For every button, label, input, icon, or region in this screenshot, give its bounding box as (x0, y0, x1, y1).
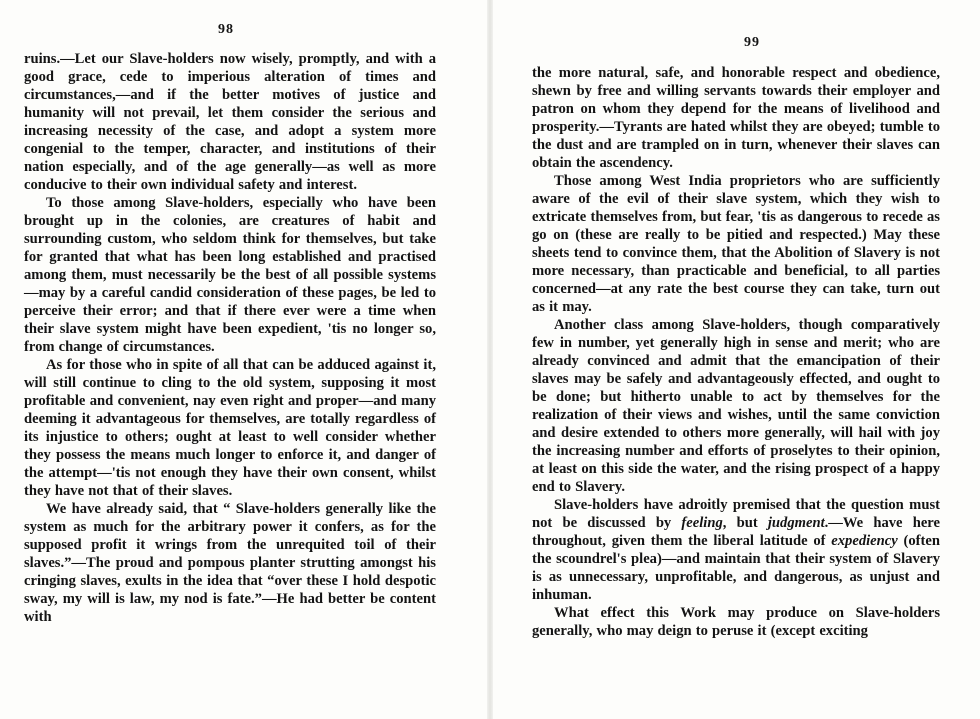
page-body (532, 64, 940, 641)
italic-term-expediency: expediency (831, 533, 898, 550)
page-number: 98 (218, 22, 234, 37)
paragraph: Another class among Slave-holders, though comparatively few in number, yet generally high in sense and merit; who are already convinced and admit that the emancipation of their slaves may be safely and advantageously effected, and ought to be done; but hitherto unable to act by themselves for the realization of their views and wishes, until the same conviction and desire extended to others more generally, will hail with joy the increasing number and efforts of proselytes to their opinion, at least on this side the water, and the rising prospect of a happy end to Slavery. (532, 317, 940, 496)
text-run: Slave-holders have adroitly premised that the question must not be discussed by (532, 497, 940, 532)
right-page (490, 0, 980, 719)
paragraph: As for those who in spite of all that can be adduced against it, will still continue to cling to the old system, supposing it most profitable and convenient, nay even right and proper—and many deeming it advantageous for themselves, are totally regardless of its injustice to others; ought at least to well consider whether they possess the means much longer to enforce it, and danger of the attempt—'tis not enough they have their own consent, whilst they have not that of their slaves. (24, 357, 436, 500)
italic-term-judgment: judgment (767, 515, 825, 532)
paragraph: To those among Slave-holders, especially who have been brought up in the colonies, are creatures of habit and surrounding custom, who seldom think for themselves, but take for granted that what has been long established and practised among them, must necessarily be the best of all possible systems—may by a careful candid consideration of these pages, be led to perceive their error; and that if there ever were a time when their slave system might have been expedient, 'tis no longer so, from change of circumstances. (24, 195, 436, 356)
paragraph (532, 496, 940, 604)
paragraph: Those among West India proprietors who are sufficiently aware of the evil of their slave system, which they wish to extricate themselves from, but fear, 'tis as dangerous to recede as go on (these are really to be pitied and respected.) May these sheets tend to convince them, that the Abolition of Slavery is not more necessary, than practicable and beneficial, to all parties concerned—at any rate the best course they can take, turn out as it may. (532, 173, 940, 316)
paragraph: What effect this Work may produce on Slave-holders generally, who may deign to peruse it (except exciting (532, 605, 940, 640)
paragraph: ruins.—Let our Slave-holders now wisely, promptly, and with a good grace, cede to imperious alteration of times and circumstances,—and if the better motives of justice and humanity will not prevail, let them consider the serious and increasing necessity of the case, and adopt a system more congenial to the temper, character, and institutions of their nation especially, and of the age generally—as well as more conducive to their own individual safety and interest. (24, 51, 436, 194)
text-run: (often the scoundrel's plea)—and maintain that their system of Slavery is as unnecessary, unprofitable, and dangerous, as unjust and inhuman. (532, 533, 940, 604)
paragraph: We have already said, that “ Slave-holders generally like the system as much for the arbitrary power it confers, as for the supposed profit it wrings from the unrequited toil of their slaves.”—The proud and pompous planter strutting amongst his cringing slaves, exults in the idea that “over these I hold despotic sway, my will is law, my nod is fate.”—He had better be content with (24, 501, 436, 626)
paragraph: the more natural, safe, and honorable respect and obedience, shewn by free and willing servants towards their employer and patron on whom they depend for the means of livelihood and prosperity.—Tyrants are hated whilst they are obeyed; tumble to the dust and are trampled on in turn, whenever their slaves can obtain the ascendency. (532, 65, 940, 172)
text-run: .—We have here throughout, given them the liberal latitude of (532, 515, 940, 550)
page-number: 99 (744, 35, 760, 50)
page-body (24, 50, 436, 627)
text-run: , but (722, 515, 768, 532)
italic-term-feeling: feeling (681, 515, 723, 532)
